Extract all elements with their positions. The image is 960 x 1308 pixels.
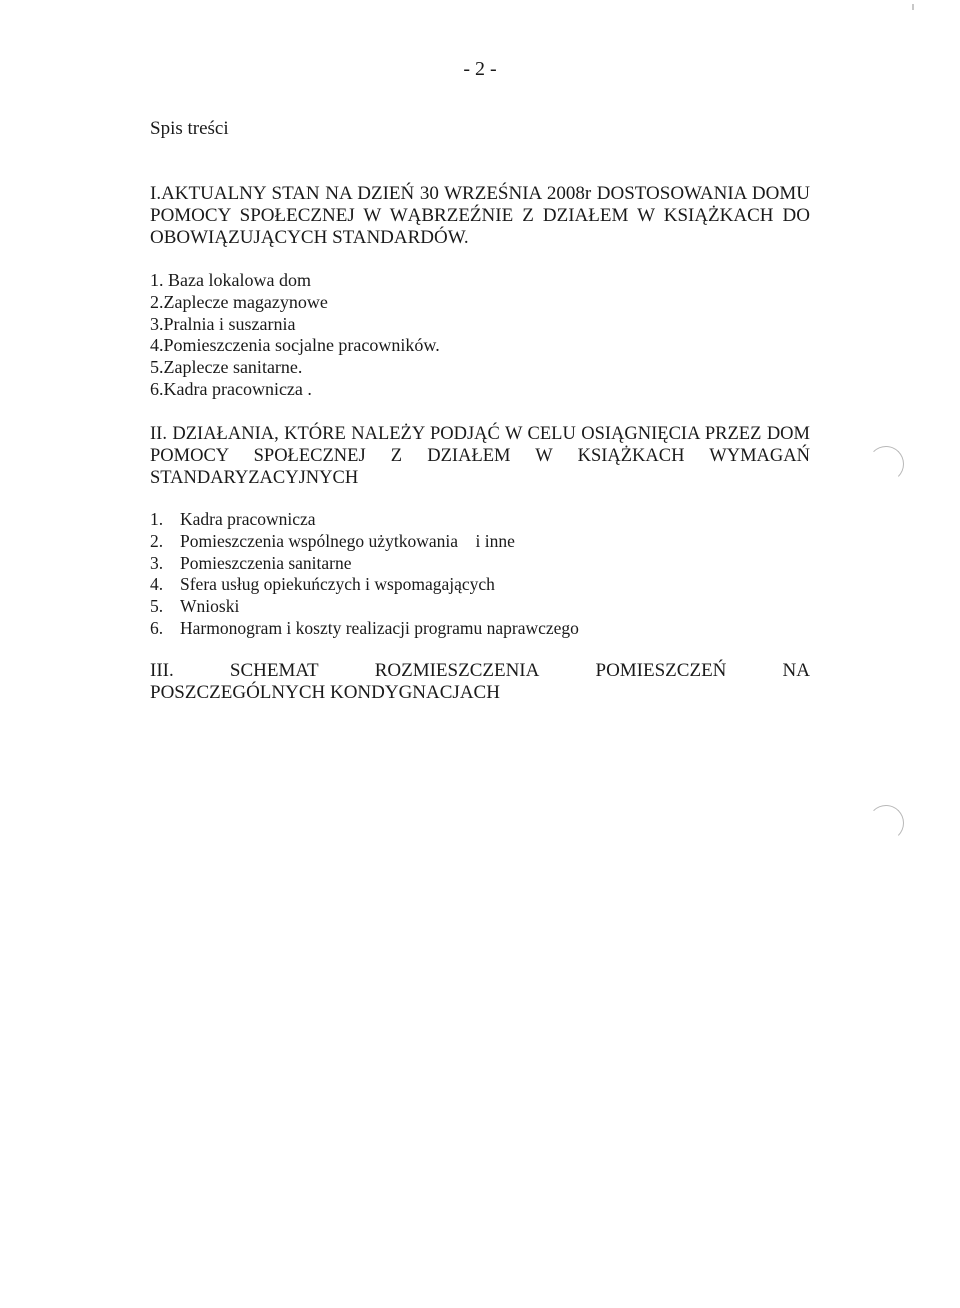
list-item	[150, 531, 579, 553]
list-item: 5.Zaplecze sanitarne.	[150, 357, 303, 378]
list-item-number: 2.	[150, 530, 164, 551]
heading-word: ROZMIESZCZENIA	[374, 660, 540, 681]
section-1-heading: I.AKTUALNY STAN NA DZIEŃ 30 WRZEŚNIA 2008r DOSTOSOWANIA DOMU POMOCY SPOŁECZNEJ W WĄBRZEŹNIE Z DZIAŁEM W KSIĄŻKACH DO OBOWIĄZUJĄCYCH STANDARDÓW.	[150, 183, 810, 248]
list-item-text: Pomieszczenia sanitarne	[180, 552, 352, 573]
list-item-text: Sfera usług opiekuńczych i wspomagających	[180, 574, 495, 595]
list-item-text: Kadra pracownicza	[180, 509, 316, 529]
list-item: 3.Pralnia i suszarnia	[150, 313, 296, 334]
list-item	[150, 574, 579, 596]
section-3-heading	[150, 660, 810, 704]
list-item	[150, 509, 579, 531]
list-item-text: Wnioski	[180, 596, 240, 617]
list-item-number: 3.	[150, 552, 164, 573]
section-1-list	[150, 270, 440, 401]
list-item-number: 5.	[150, 596, 164, 617]
punch-hole-mark	[868, 446, 904, 482]
list-item: 2.Zaplecze magazynowe	[150, 291, 328, 312]
list-item-text: Pomieszczenia wspólnego użytkowania i inne	[180, 530, 515, 551]
list-item-text: Harmonogram i koszty realizacji programu naprawczego	[180, 617, 579, 638]
scan-mark	[912, 4, 914, 10]
section-3-heading-line2: POSZCZEGÓLNYCH KONDYGNACJACH	[150, 682, 500, 703]
page-number: - 2 -	[463, 58, 497, 80]
list-item-number: 1.	[150, 509, 164, 529]
list-item-number: 6.	[150, 617, 164, 638]
list-item	[150, 618, 579, 640]
punch-hole-mark	[868, 805, 904, 841]
section-2-heading: II. DZIAŁANIA, KTÓRE NALEŻY PODJĄĆ W CELU OSIĄGNIĘCIA PRZEZ DOM POMOCY SPOŁECZNEJ Z DZIAŁEM W KSIĄŻKACH WYMAGAŃ STANDARYZACYJNYCH	[150, 424, 810, 488]
section-3-heading-line1	[150, 660, 810, 682]
heading-word: POMIESZCZEŃ	[595, 660, 727, 681]
section-2-list	[150, 509, 579, 640]
heading-word: III.	[150, 660, 174, 681]
list-item	[150, 553, 579, 575]
heading-word: NA	[782, 660, 810, 681]
list-item: 1. Baza lokalowa dom	[150, 270, 311, 290]
list-item: 4.Pomieszczenia socjalne pracowników.	[150, 335, 440, 356]
toc-title: Spis treści	[150, 118, 229, 139]
list-item	[150, 596, 579, 618]
list-item-number: 4.	[150, 574, 164, 595]
list-item: 6.Kadra pracownicza .	[150, 378, 312, 399]
heading-word: SCHEMAT	[229, 660, 319, 681]
